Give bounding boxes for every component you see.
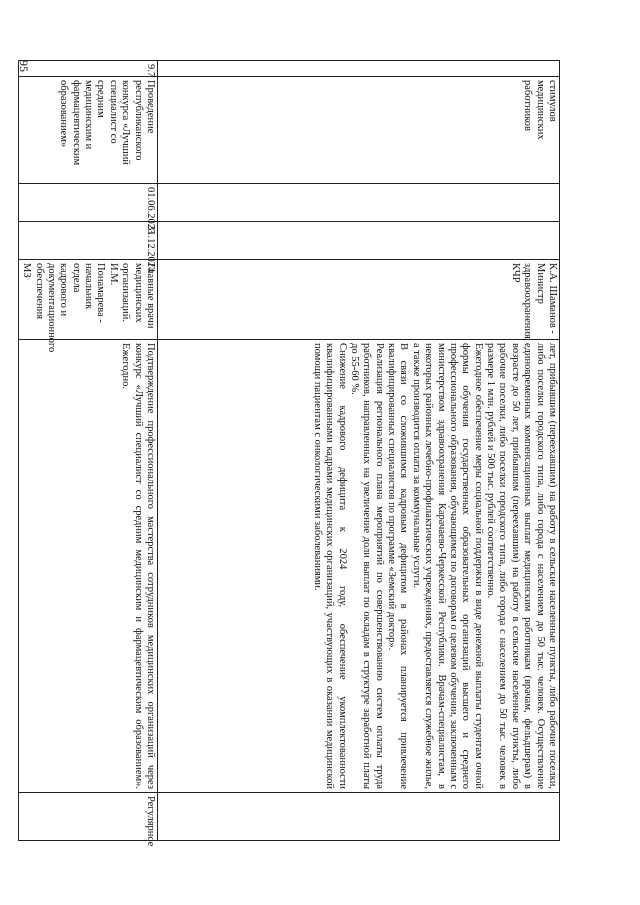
table-row (158, 61, 560, 841)
result-paragraph: лет, прибывшим (переехавшим) на работу в сельские населенные пункты, либо рабочие поселки, либо поселки городского типа, либо города с населением до 50 тыс. человек. Осуществление единовременных компенсационных выплат медицинским работникам (врачам, фельдшерам) в возрасте до 50 лет, прибывшим (переехавшим) на работу в сельские населенные пункты, либо рабочие поселки, либо поселки городского типа, либо города с населением до 50 тыс. человек в размере 1 млн. рублей и 500 тыс. рублей соответственно. (485, 343, 558, 789)
page-number: 95 (17, 60, 31, 72)
measures-table (18, 60, 560, 847)
result-paragraph: Снижение кадрового дефицита к 2024 году, обеспечение укомплектованности квалифицированными кадрами медицинских организаций, участвующих в оказании медицинской помощи пациентам с онкологическими заболеваниями. (311, 343, 348, 789)
event-cell: Проведение республиканского конкурса «Лучший специалист со средним медицинским и фармацевтическим образованием» (18, 77, 157, 184)
result-paragraph: Подтверждение профессионального мастерства сотрудников медицинских организаций через конкурс «Лучший специалист со средним медицинским и фармацевтическим образованием». Ежегодно. (120, 343, 156, 789)
responsible-cell: Главные врачи медицинских организаций. И.М. Понамарева - начальник отдела кадрового и документационного обеспечения МЗ (18, 260, 157, 340)
periodicity-cell (158, 793, 560, 841)
result-paragraph: Реализация регионального плана мероприятий по совершенствованию систем оплаты труда работников, направленных на увеличение доли выплат по окладам в структуре заработной платы до 55-60 %. (349, 343, 385, 789)
end-date-cell (158, 222, 560, 260)
results-cell (158, 340, 560, 793)
event-cell: стимулов медицинских работников (158, 77, 560, 184)
row-number-cell: 9.7 (18, 61, 157, 77)
periodicity-cell: Регулярное (18, 793, 157, 841)
table-row (18, 61, 157, 841)
end-date-cell: 31.12.2024 (18, 222, 157, 260)
start-date-cell: 01.06.2023 (18, 184, 157, 222)
result-paragraph: Ежегодное обеспечение меры социальной поддержки в виде денежной выплаты студентам очной формы обучения государственных образовательных организаций высшего и среднего профессионального образования, обучающимся по договорам о целевом обучении, заключенным с министерством здравоохранения Карачаево-Черкесской Республики. Врачам-специалистам, в некоторых районных лечебно-профилактических учреждениях, предоставляется служебное жилье, а также производится оплата за коммунальные услуги. (410, 343, 484, 789)
start-date-cell (158, 184, 560, 222)
results-cell (18, 340, 157, 793)
responsible-cell: К.А. Шаманов - Министр здравоохранения КЧР (158, 260, 560, 340)
result-paragraph: В связи со сложившимся кадровым дефицитом в районах планируется привлечение квалифицированных специалистов по программе «Земский доктор». (386, 343, 410, 789)
row-number-cell (158, 61, 560, 77)
